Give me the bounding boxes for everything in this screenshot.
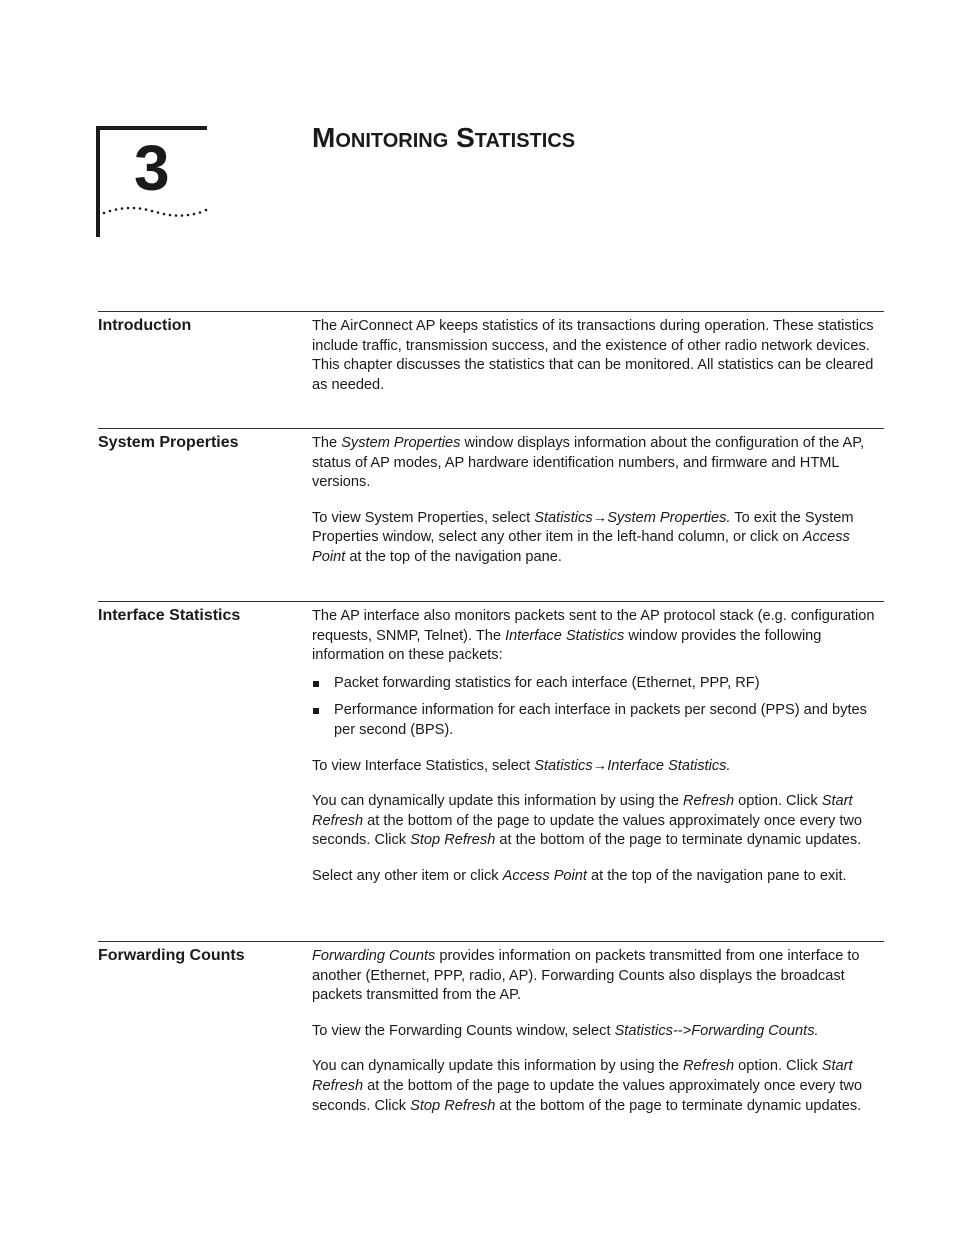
paragraph: The System Properties window displays information about the configuration of the AP, status of AP modes, AP hardware identification numbers, and firmware and HTML versions. xyxy=(312,435,865,491)
chapter-mark-top-rule xyxy=(96,126,207,130)
section-heading: Interface Statistics xyxy=(98,607,241,624)
section-body xyxy=(312,434,884,584)
section-heading: Introduction xyxy=(98,317,192,334)
chapter-number-block xyxy=(96,126,208,238)
section-body xyxy=(312,317,884,411)
paragraph: Select any other item or click Access Point at the top of the navigation pane to exit. xyxy=(312,867,847,884)
paragraph: The AirConnect AP keeps statistics of its transactions during operation. These statistics include traffic, transmission success, and the existence of other radio network devices. This chapter discusses the statistics that can be monitored. All statistics can be cleared as needed. xyxy=(312,318,874,393)
paragraph: To view Interface Statistics, select Statistics→Interface Statistics. xyxy=(312,757,731,774)
bullet-icon xyxy=(313,681,319,687)
section-body xyxy=(312,947,884,1132)
bullet-list xyxy=(312,674,884,741)
section-body xyxy=(312,607,884,903)
section-heading: System Properties xyxy=(98,434,239,451)
paragraph: The AP interface also monitors packets sent to the AP protocol stack (e.g. configuration requests, SNMP, Telnet). The Interface Statistics window provides the following information on these packets: xyxy=(312,608,875,664)
paragraph: Forwarding Counts provides information on packets transmitted from one interface to another (Ethernet, PPP, radio, AP). Forwarding Counts also displays the broadcast packets transmitted from the AP. xyxy=(312,948,860,1004)
paragraph: To view System Properties, select Statistics→System Properties. To exit the System Properties window, select any other item in the left-hand column, or click on Access Point at the top of the navigation pane. xyxy=(312,509,854,565)
section-heading: Forwarding Counts xyxy=(98,947,245,964)
list-item: Performance information for each interface in packets per second (PPS) and bytes per second (BPS). xyxy=(312,701,884,740)
paragraph: You can dynamically update this information by using the Refresh option. Click Start Refresh at the bottom of the page to update the values approximately once every two seconds. Click Stop Refresh at the bottom of the page to terminate dynamic updates. xyxy=(312,793,863,849)
section-forwarding-counts xyxy=(98,941,884,1114)
paragraph: To view the Forwarding Counts window, select Statistics-->Forwarding Counts. xyxy=(312,1022,819,1039)
bullet-icon xyxy=(313,708,319,714)
chapter-title: Monitoring Statistics xyxy=(312,122,576,153)
section-introduction xyxy=(98,311,884,393)
paragraph: You can dynamically update this information by using the Refresh option. Click Start Refresh at the bottom of the page to update the values approximately once every two seconds. Click Stop Refresh at the bottom of the page to terminate dynamic updates. xyxy=(312,1058,863,1114)
section-system-properties xyxy=(98,428,884,565)
list-item: Packet forwarding statistics for each interface (Ethernet, PPP, RF) xyxy=(312,674,884,694)
chapter-dots-decoration xyxy=(96,196,216,226)
chapter-number: 3 xyxy=(134,132,170,204)
section-interface-statistics xyxy=(98,601,884,884)
